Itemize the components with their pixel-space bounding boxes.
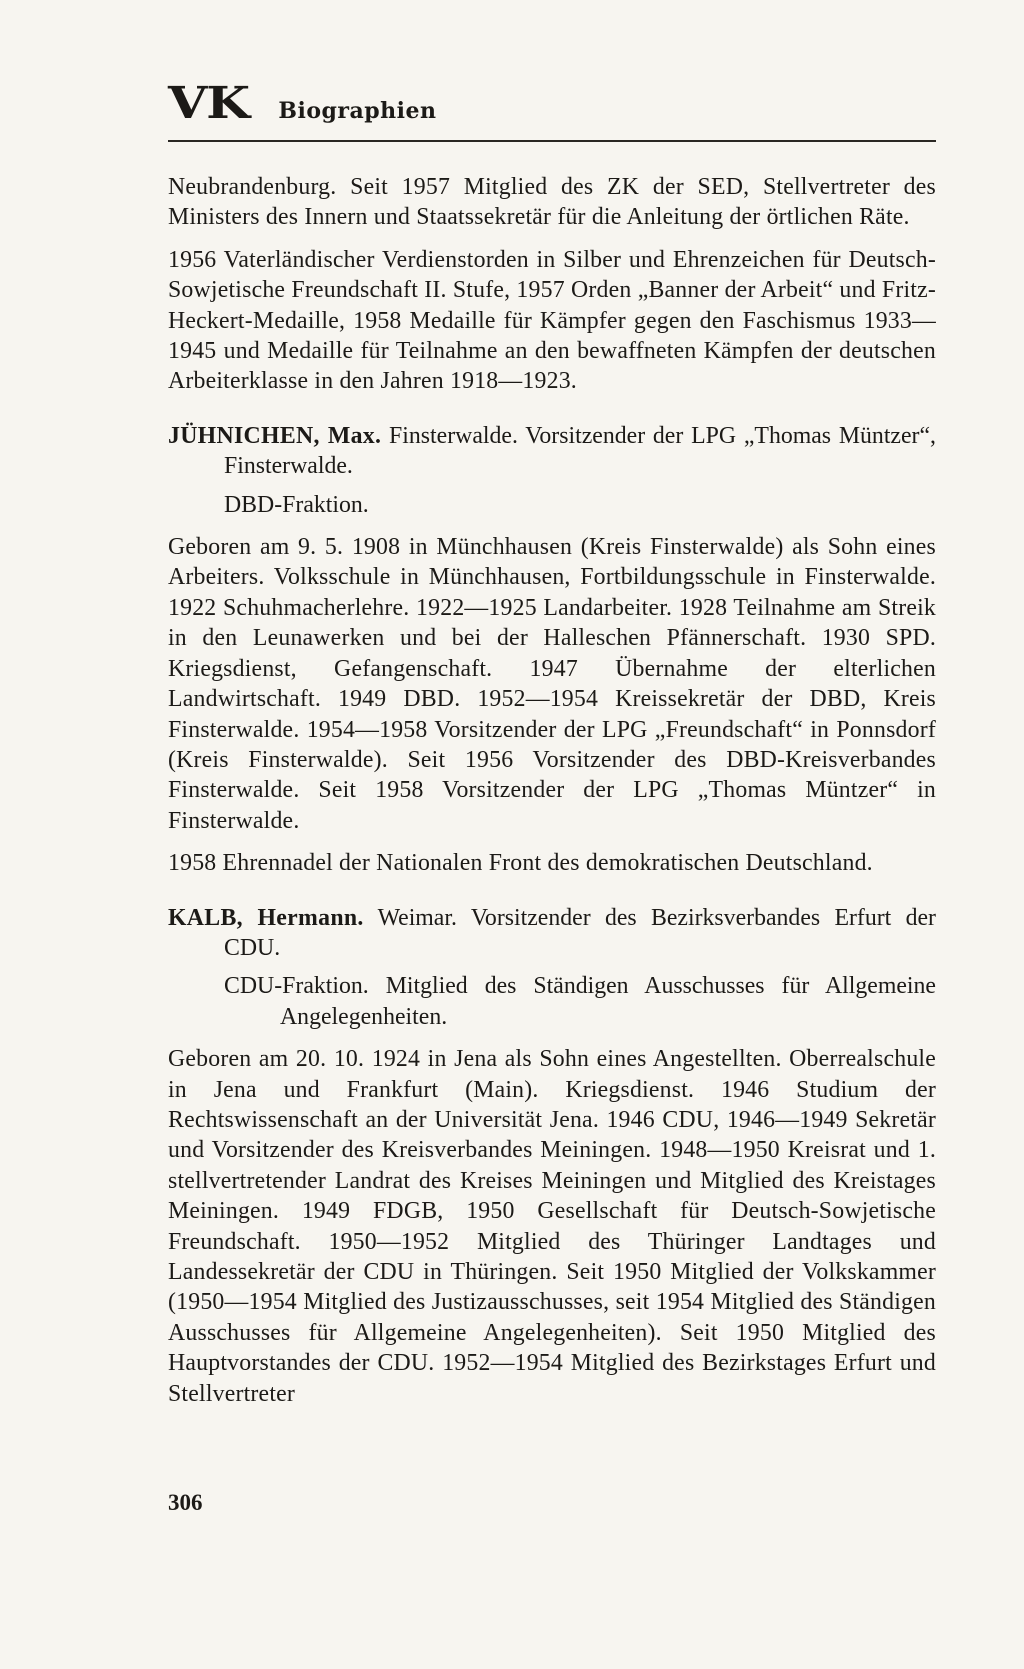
header-rule: [168, 140, 936, 142]
entry-role: Weimar. Vorsitzender des Bezirksverbandes Erfurt der CDU.: [224, 904, 936, 961]
entry-name: KALB, Hermann.: [168, 904, 364, 931]
biography-entry: [168, 421, 936, 879]
entry-role: Finsterwalde. Vorsitzender der LPG „Thomas Müntzer“, Finsterwalde.: [224, 422, 936, 480]
continuation-block: [168, 172, 936, 397]
body-paragraph: Geboren am 20. 10. 1924 in Jena als Sohn eines Angestellten. Oberrealschule in Jena und Frankfurt (Main). Kriegsdienst. 1946 Studium der Rechtswissenschaft an der Universität Jena. 1946 CDU, 1946—1949 Sekretär und Vorsitzender des Kreisverbandes Meiningen. 1948—1950 Kreisrat und 1. stellvertretender Landrat des Kreises Meiningen und Mitglied des Kreistages Meiningen. 1949 FDGB, 1950 Gesellschaft für Deutsch-Sowjetische Freundschaft. 1950—1952 Mitglied des Thüringer Landtages und Landessekretär der CDU in Thüringen. Seit 1950 Mitglied der Volkskammer (1950—1954 Mitglied des Justizausschusses, seit 1954 Mitglied des Ständigen Ausschusses für Allgemeine Angelegenheiten). Seit 1950 Mitglied des Hauptvorstandes der CDU. 1952—1954 Mitglied des Bezirkstages Erfurt und Stellvertreter: [168, 1046, 936, 1407]
entry-name: JÜHNICHEN, Max.: [168, 422, 382, 449]
page-number: 306: [168, 1490, 203, 1515]
document-page: [168, 78, 936, 1421]
entry-faction: CDU-Fraktion. Mitglied des Ständigen Ausschusses für Allgemeine Angelegenheiten.: [224, 973, 936, 1030]
entry-headline: [168, 903, 936, 964]
section-title: Biographien: [278, 98, 437, 124]
body-paragraph: Neubrandenburg. Seit 1957 Mitglied des ZK der SED, Stellvertreter des Ministers des Innern und Staatssekretär für die Anleitung der örtlichen Räte.: [168, 174, 936, 231]
body-paragraph: 1956 Vaterländischer Verdienstorden in Silber und Ehrenzeichen für Deutsch-Sowjetische Freundschaft II. Stufe, 1957 Orden „Banner der Arbeit“ und Fritz-Heckert-Medaille, 1958 Medaille für Kämpfer gegen den Faschismus 1933—1945 und Medaille für Teilnahme an den bewaffneten Kämpfen der deutschen Arbeiterklasse in den Jahren 1918—1923.: [168, 246, 936, 395]
section-mark: VK: [168, 78, 249, 129]
entry-headline: [168, 421, 936, 482]
page-header: [168, 78, 936, 132]
entry-faction: DBD-Fraktion.: [224, 491, 369, 518]
body-paragraph: 1958 Ehrennadel der Nationalen Front des demokratischen Deutschland.: [168, 850, 873, 877]
biography-entry: [168, 903, 936, 1410]
body-paragraph: Geboren am 9. 5. 1908 in Münchhausen (Kreis Finsterwalde) als Sohn eines Arbeiters. Volksschule in Münchhausen, Fortbildungsschule in Finsterwalde. 1922 Schuhmacherlehre. 1922—1925 Landarbeiter. 1928 Teilnahme am Streik in den Leunawerken und bei der Halleschen Pfännerschaft. 1930 SPD. Kriegsdienst, Gefangenschaft. 1947 Übernahme der elterlichen Landwirtschaft. 1949 DBD. 1952—1954 Kreissekretär der DBD, Kreis Finsterwalde. 1954—1958 Vorsitzender der LPG „Freundschaft“ in Ponnsdorf (Kreis Finsterwalde). Seit 1956 Vorsitzender des DBD-Kreisverbandes Finsterwalde. Seit 1958 Vorsitzender der LPG „Thomas Müntzer“ in Finsterwalde.: [168, 534, 936, 834]
